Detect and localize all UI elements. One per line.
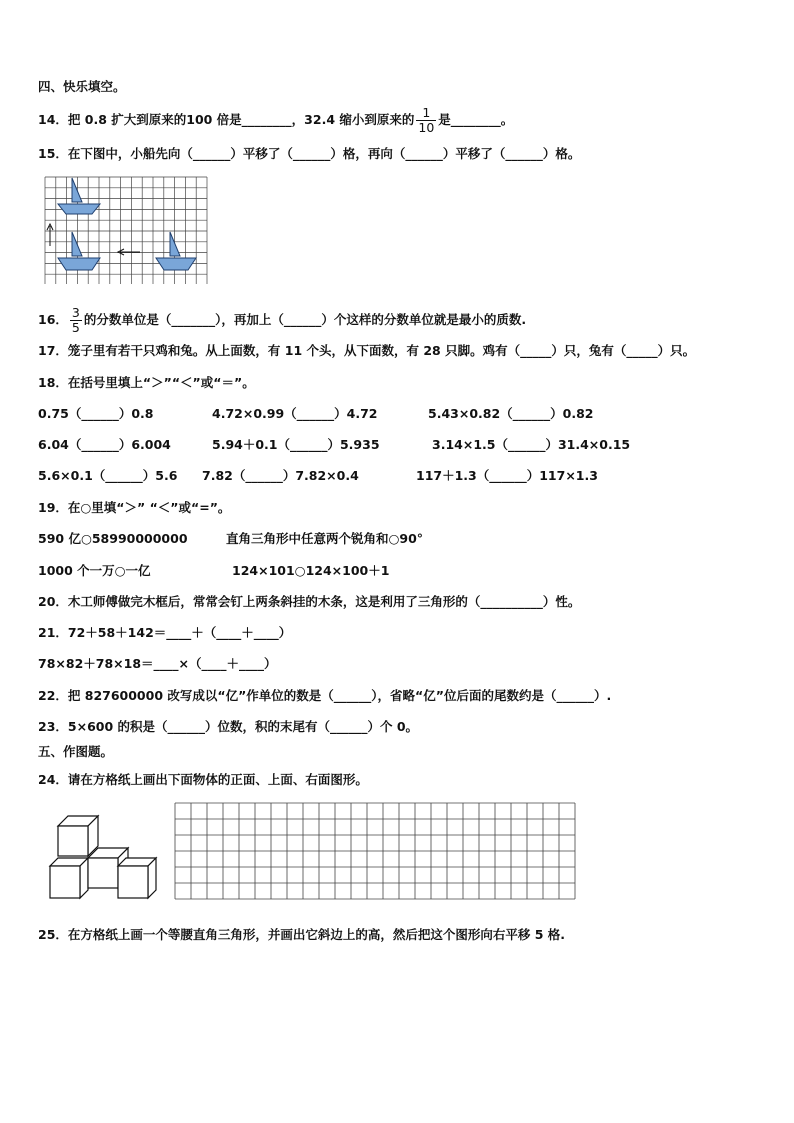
q14-frac-num: 1: [416, 106, 436, 121]
question-21-line1: 21．72＋58＋142＝____＋（____＋____）: [38, 625, 292, 640]
question-20: 20．木工师傅做完木框后，常常会钉上两条斜挂的木条，这是利用了三角形的（__________）性。: [38, 594, 581, 609]
q18-item: 5.94＋0.1（______）5.935: [212, 437, 380, 452]
q18-item: 0.75（______）0.8: [38, 406, 154, 421]
boat-middle: [58, 232, 100, 270]
q19-item: 直角三角形中任意两个锐角和○90°: [226, 531, 424, 546]
q18-item: 3.14×1.5（______）31.4×0.15: [432, 437, 631, 452]
q18-item: 5.43×0.82（______）0.82: [428, 406, 594, 421]
question-25: 25．在方格纸上画一个等腰直角三角形，并画出它斜边上的高，然后把这个图形向右平移 5 格.: [38, 927, 566, 942]
q18-item: 4.72×0.99（______）4.72: [212, 406, 378, 421]
q19-item: 590 亿○58990000000: [38, 531, 188, 546]
cube-object-figure: [46, 814, 166, 900]
q14-frac-den: 10: [418, 120, 435, 135]
up-arrow: [47, 224, 53, 246]
question-15: 15．在下图中，小船先向（______）平移了（______）格，再向（______）平移了（______）格。: [38, 146, 581, 161]
drawing-grid-paper: [174, 802, 576, 904]
question-14: [38, 106, 513, 135]
q16-prefix: 16．: [38, 312, 68, 327]
q16-fraction: [70, 306, 82, 335]
q16-text: 的分数单位是（_______），再加上（______）个这样的分数单位就是最小的质数.: [83, 312, 527, 327]
q18-item: 117＋1.3（______）117×1.3: [416, 468, 598, 483]
boat-right: [156, 232, 196, 270]
boat-top: [58, 178, 100, 214]
question-17: 17．笼子里有若干只鸡和兔。从上面数，有 11 个头，从下面数，有 28 只脚。鸡有（_____）只，兔有（_____）只。: [38, 343, 696, 358]
q16-frac-num: 3: [71, 305, 80, 320]
q19-item: 124×101○124×100＋1: [232, 563, 390, 578]
q14-part1: 14．把 0.8 扩大到原来的100 倍是________，32.4 缩小到原来的: [38, 112, 415, 127]
question-24: 24．请在方格纸上画出下面物体的正面、上面、右面图形。: [38, 772, 368, 787]
question-22: 22．把 827600000 改写成以“亿”作单位的数是（______），省略“亿”位后面的尾数约是（______）.: [38, 688, 612, 703]
section-4-title: 四、快乐填空。: [38, 79, 126, 94]
q14-part2: 是________。: [438, 112, 514, 127]
question-23: 23．5×600 的积是（______）位数，积的末尾有（______）个 0。: [38, 719, 419, 734]
question-19-title: 19．在○里填“＞” “＜”或“=”。: [38, 500, 231, 515]
boat-grid-figure: [44, 176, 210, 284]
q16-frac-den: 5: [71, 320, 80, 335]
q18-item: 7.82（______）7.82×0.4: [202, 468, 359, 483]
q14-fraction: [416, 106, 436, 135]
left-arrow: [118, 249, 140, 255]
q18-item: 6.04（______）6.004: [38, 437, 171, 452]
section-5-title: 五、作图题。: [38, 744, 114, 759]
q19-item: 1000 个一万○一亿: [38, 563, 151, 578]
question-18-title: 18．在括号里填上“＞”“＜”或“＝”。: [38, 375, 255, 390]
q18-item: 5.6×0.1（______）5.6: [38, 468, 178, 483]
question-21-line2: 78×82＋78×18＝____×（____＋____）: [38, 656, 277, 671]
question-16: [38, 306, 526, 335]
